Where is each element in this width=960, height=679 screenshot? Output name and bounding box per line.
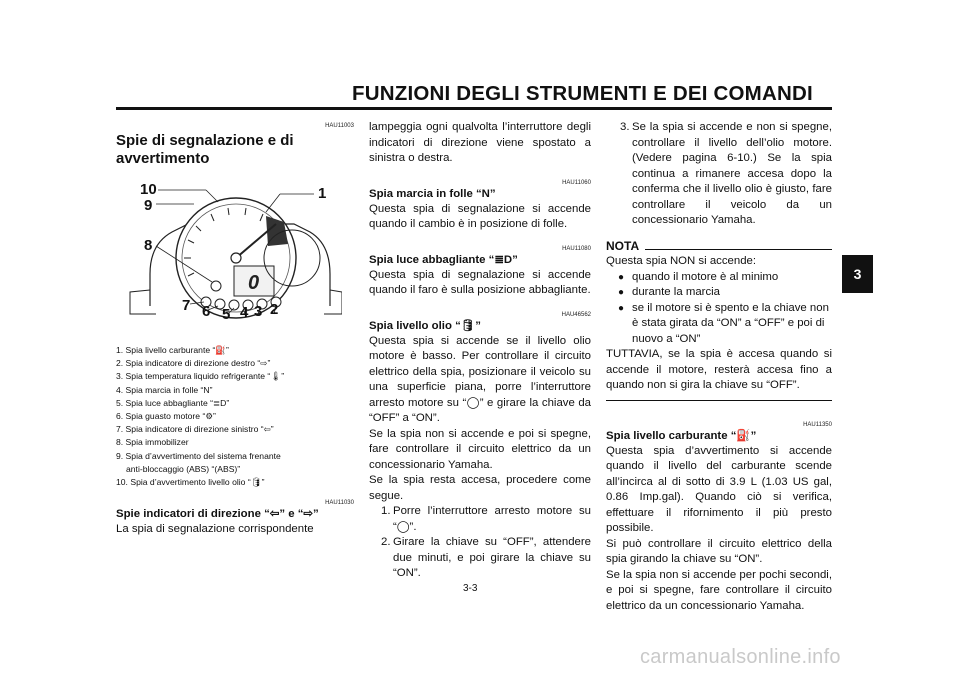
column-1 bbox=[116, 120, 354, 538]
figure-label-3: 3 bbox=[254, 303, 263, 320]
paragraph: Se la spia non si accende per pochi secondi, e poi si spegne, fare controllare il circuito elettrico da un concessionario Yamaha. bbox=[606, 568, 832, 612]
caption-item: 5. Spia luce abbagliante “≣D” bbox=[116, 397, 230, 408]
bullet-icon: ● bbox=[618, 302, 625, 314]
step-item: 3. Se la spia si accende e non si spegne, controllare il livello dell’olio motore. (Vedere pagina 6-10.) Se la spia continua a rimanere accesa dopo la conferma che il livello olio è giusto, fare controllare il veicolo da un concessionario Yamaha. bbox=[620, 121, 832, 226]
caption-item: 2. Spia indicatore di direzione destro “⇨” bbox=[116, 358, 271, 369]
section-title: Spia livello carburante “⛽” bbox=[606, 429, 757, 442]
section-code: HAU46562 bbox=[561, 311, 591, 318]
caption-item: 6. Spia guasto motore “⚙” bbox=[116, 411, 216, 422]
footer-watermark[interactable]: carmanualsonline.info bbox=[640, 646, 841, 668]
nota-heading: NOTA bbox=[606, 239, 832, 255]
section-title: Spia livello olio “🛢” bbox=[369, 319, 481, 332]
section-code: HAU11350 bbox=[803, 421, 832, 428]
caption-item: anti-bloccaggio (ABS) “(ABS)” bbox=[126, 463, 241, 474]
paragraph: La spia di segnalazione corrispondente bbox=[116, 523, 314, 536]
figure-label-4: 4 bbox=[240, 304, 249, 321]
page-header: FUNZIONI DEGLI STRUMENTI E DEI COMANDI bbox=[352, 82, 813, 105]
caption-item: 8. Spia immobilizer bbox=[116, 437, 189, 448]
bullet-item: ● se il motore si è spento e la chiave non è stata girata da “ON” a “OFF” e poi di nuovo a “ON” bbox=[606, 301, 832, 348]
figure-label-2: 2 bbox=[270, 301, 279, 318]
section-title: Spie di segnalazione e di avvertimento bbox=[116, 132, 294, 167]
paragraph: Questa spia si accende se il livello olio motore è basso. Per controllare il circuito elettrico della spia, posizionare il veicolo su una superficie piana, porre l’interruttore arresto motore su “◯” e girare la chiave da “OFF” a “ON”. bbox=[369, 334, 591, 424]
section-code: HAU11030 bbox=[325, 500, 354, 507]
section-title: Spia marcia in folle “N” bbox=[369, 187, 496, 200]
paragraph: Questa spia d’avvertimento si accende quando il livello del carburante scende all’incirca al di sotto di 3.9 L (1.03 US gal, 0.86 Imp.gal). Quando ciò si verifica, effettuare il rifornimento il più presto possibile. bbox=[606, 444, 832, 534]
paragraph: Questa spia NON si accende: bbox=[606, 255, 757, 267]
column-3 bbox=[606, 120, 832, 614]
figure-label-8: 8 bbox=[144, 237, 153, 254]
column-2 bbox=[369, 120, 591, 582]
chapter-tab: 3 bbox=[842, 255, 873, 293]
paragraph: Se la spia resta accesa, procedere come segue. bbox=[369, 474, 591, 502]
figure-label-10: 10 bbox=[140, 181, 157, 198]
caption-item: 1. Spia livello carburante “⛽” bbox=[116, 345, 229, 355]
figure-captions bbox=[116, 344, 354, 489]
caption-item: 4. Spia marcia in folle “N” bbox=[116, 384, 213, 395]
bullet-item: ● quando il motore è al minimo bbox=[606, 270, 832, 286]
figure-label-1: 1 bbox=[318, 185, 327, 202]
bullet-icon: ● bbox=[618, 271, 625, 283]
section-code: HAU11080 bbox=[562, 245, 591, 252]
instrument-figure bbox=[116, 174, 342, 334]
paragraph: Questa spia di segnalazione si accende quando il cambio è in posizione di folle. bbox=[369, 202, 591, 230]
caption-item: 3. Spia temperatura liquido refrigerante “🌡” bbox=[116, 371, 285, 382]
section-code: HAU11060 bbox=[562, 179, 591, 186]
svg-text:0: 0 bbox=[248, 272, 260, 294]
paragraph: TUTTAVIA, se la spia è accesa quando si accende il motore, resterà accesa fino a quando non si gira la chiave su “OFF”. bbox=[606, 348, 832, 391]
bullet-item: ● durante la marcia bbox=[606, 285, 832, 301]
caption-item: 10. Spia d’avvertimento livello olio “🛢” bbox=[116, 477, 265, 488]
paragraph: Questa spia di segnalazione si accende quando il faro è sulla posizione abbagliante. bbox=[369, 268, 591, 296]
paragraph: lampeggia ogni qualvolta l’interruttore degli indicatori di direzione viene spostato a sinistra o destra. bbox=[369, 121, 591, 164]
section-title: Spia luce abbagliante “≣D” bbox=[369, 253, 518, 266]
caption-item: 7. Spia indicatore di direzione sinistro “⇦” bbox=[116, 424, 274, 435]
page-number: 3-3 bbox=[463, 583, 478, 594]
figure-label-5: 5 bbox=[222, 306, 231, 323]
figure-label-9: 9 bbox=[144, 197, 153, 214]
paragraph: Si può controllare il circuito elettrico della spia girando la chiave su “ON”. bbox=[606, 537, 832, 565]
figure-label-7: 7 bbox=[182, 297, 191, 314]
header-rule bbox=[116, 107, 832, 110]
section-title: Spie indicatori di direzione “⇦” e “⇨” bbox=[116, 508, 319, 521]
caption-item: 9. Spia d’avvertimento del sistema frenante bbox=[116, 450, 281, 461]
figure-label-6: 6 bbox=[202, 303, 211, 320]
nota-end-rule bbox=[606, 400, 832, 401]
paragraph: Se la spia non si accende e poi si spegne, fare controllare il circuito elettrico da un concessionario Yamaha. bbox=[369, 427, 591, 471]
step-item: 1. Porre l’interruttore arresto motore su “◯”. bbox=[381, 505, 591, 533]
bullet-icon: ● bbox=[618, 287, 625, 298]
step-item: 2. Girare la chiave su “OFF”, attendere due minuti, e poi girare la chiave su “ON”. bbox=[381, 536, 591, 579]
section-code: HAU11003 bbox=[325, 123, 354, 129]
